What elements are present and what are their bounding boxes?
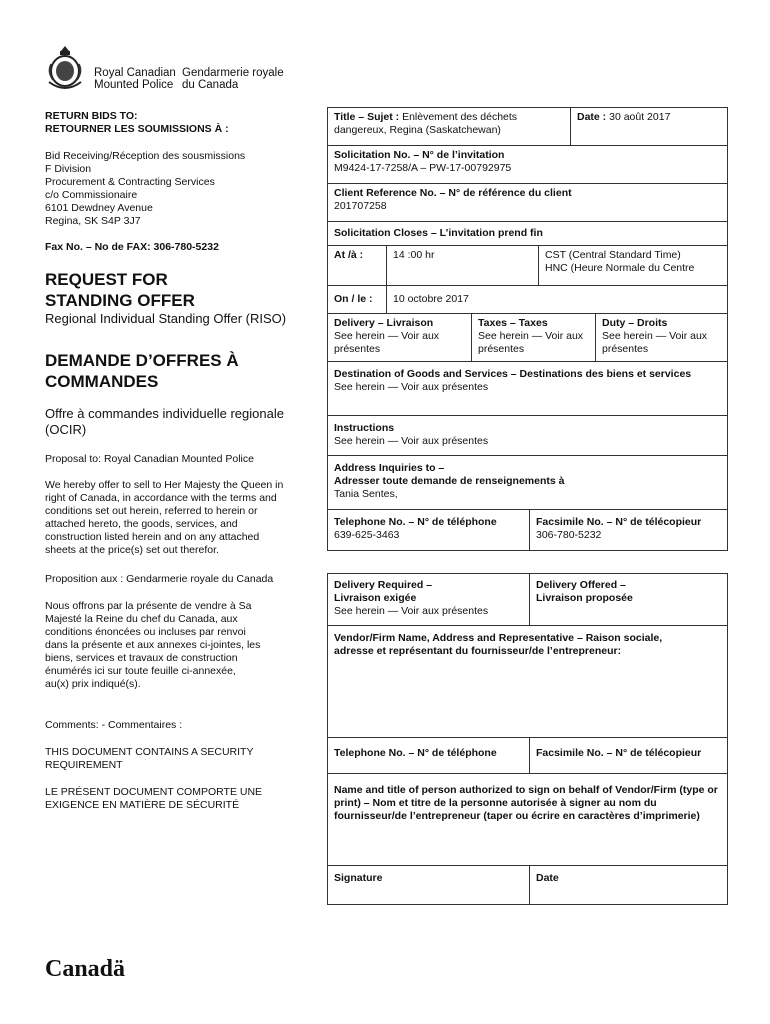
destination-field: Destination of Goods and Services – Destinations des biens et services See herein — Voir aux présentes — [334, 368, 692, 393]
solicitation-closes-label: Solicitation Closes – L’invitation prend fin — [334, 227, 543, 239]
closing-time: 14 :00 hr — [386, 246, 538, 285]
facsimile-field: Facsimile No. – N° de télécopieur 306-780-5232 — [529, 510, 727, 550]
vendor-name-field[interactable]: Vendor/Firm Name, Address and Representative – Raison sociale, adresse et représentant du fournisseur/de l’entrepreneur: — [334, 632, 663, 657]
rcmp-crest-icon — [45, 44, 85, 92]
delivery-required-field: Delivery Required – Livraison exigée See herein — Voir aux présentes — [334, 579, 489, 617]
return-address: Bid Receiving/Réception des sousmissions F Division Procurement & Contracting Services c/o Commissionaire 6101 Dewdney Avenue Regina, SK S4P 3J7 — [45, 150, 246, 227]
duty-field: Duty – Droits See herein — Voir aux présentes — [595, 314, 727, 361]
vendor-form — [327, 573, 728, 905]
authorized-person-field[interactable]: Name and title of person authorized to sign on behalf of Vendor/Firm (type or print) – Nom et titre de la personne autorisée à signer au nom du fournisseur/de l’entrepreneur (taper ou écrire en caractères d’imprimerie) — [334, 784, 718, 822]
title-fr: DEMANDE D’OFFRES À COMMANDES — [45, 351, 239, 391]
proposal-to: Proposal to: Royal Canadian Mounted Police — [45, 453, 254, 465]
telephone-field: Telephone No. – N° de téléphone 639-625-3463 — [334, 516, 497, 541]
instructions-field: Instructions See herein — Voir aux présentes — [334, 422, 489, 447]
security-notice-fr: LE PRÉSENT DOCUMENT COMPORTE UNE EXIGENCE EN MATIÈRE DE SÉCURITÉ — [45, 786, 263, 811]
proposition-fr: Proposition aux : Gendarmerie royale du Canada — [45, 573, 274, 585]
delivery-offered-field: Delivery Offered – Livraison proposée — [529, 574, 727, 625]
solicitation-form — [327, 107, 728, 551]
vendor-facsimile-field[interactable]: Facsimile No. – N° de télécopieur — [529, 738, 727, 773]
fax-number: Fax No. – No de FAX: 306-780-5232 — [45, 241, 219, 253]
offer-text-fr: Nous offrons par la présente de vendre à Sa Majesté la Reine du chef du Canada, aux conditions énoncées ou incluses par renvoi dans la présente et aux annexes ci-jointes, les biens, services et travaux de construction énumérés ici sur toute feuille ci-annexée, au(x) prix indiqué(s). — [45, 600, 261, 690]
signature-date-field[interactable]: Date — [529, 866, 727, 904]
comments-label: Comments: - Commentaires : — [45, 719, 183, 731]
return-bids-heading: RETURN BIDS TO: RETOURNER LES SOUMISSIONS À : — [45, 110, 229, 135]
delivery-field: Delivery – Livraison See herein — Voir aux présentes — [334, 317, 440, 355]
offer-text-en: We hereby offer to sell to Her Majesty the Queen in right of Canada, in accordance with the terms and conditions set out herein, referred to herein or attached hereto, the goods, services, and construction listed herein and on any attached sheets at the price(s) set out therefor. — [45, 479, 284, 556]
solicitation-number-field: Solicitation No. – N° de l’invitation M9424-17-7258/A – PW-17-00792975 — [334, 149, 512, 174]
subtitle-en: Regional Individual Standing Offer (RISO) — [45, 311, 287, 326]
closing-date: 10 octobre 2017 — [386, 286, 727, 313]
address-inquiries-field: Address Inquiries to – Adresser toute demande de renseignements à Tania Sentes, — [334, 462, 565, 500]
at-label: At /à : — [334, 249, 364, 261]
title-field: Title – Sujet : Enlèvement des déchets dangereux, Regina (Saskatchewan) — [334, 111, 518, 136]
signature-field[interactable]: Signature — [334, 872, 383, 884]
security-notice-en: THIS DOCUMENT CONTAINS A SECURITY REQUIREMENT — [45, 746, 254, 771]
taxes-field: Taxes – Taxes See herein — Voir aux présentes — [471, 314, 595, 361]
client-reference-field: Client Reference No. – N° de référence du client 201707258 — [334, 187, 572, 212]
date-field: Date : 30 août 2017 — [570, 108, 727, 145]
on-label: On / le : — [334, 293, 373, 305]
org-name-en: Royal Canadian Mounted Police — [94, 67, 176, 91]
title-en: REQUEST FOR STANDING OFFER — [45, 270, 195, 310]
vendor-telephone-field[interactable]: Telephone No. – N° de téléphone — [334, 747, 497, 759]
time-zone: CST (Central Standard Time) HNC (Heure Normale du Centre — [538, 246, 727, 285]
canada-wordmark: Canadä — [45, 956, 126, 982]
subtitle-fr: Offre à commandes individuelle regionale (OCIR) — [45, 406, 284, 437]
org-name-fr: Gendarmerie royale du Canada — [182, 67, 284, 91]
